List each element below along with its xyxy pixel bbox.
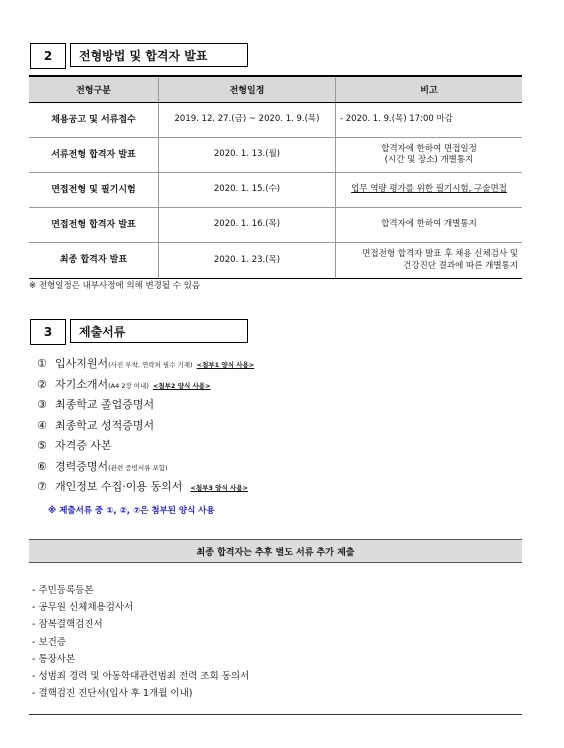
note-line: 합격자에 한하여 개별통지 <box>381 219 477 230</box>
list-item: - 주민등록등본 <box>32 585 94 596</box>
note-line: 합격자에 한하여 면접일정 <box>381 143 477 154</box>
document-name: 경력증명서 <box>55 459 109 473</box>
list-item <box>37 396 254 417</box>
list-item <box>37 376 254 397</box>
document-name: 개인정보 수집·이용 동의서 <box>55 480 183 493</box>
schedule-cell: 2020. 1. 16.(목) <box>159 208 336 243</box>
section-title: 전형방법 및 합격자 발표 <box>70 43 248 67</box>
schedule-cell: 2020. 1. 13.(월) <box>159 138 336 173</box>
note-line: - 2020. 1. 9.(목) 17:00 마감 <box>340 114 453 125</box>
list-item <box>37 417 254 438</box>
required-documents-list <box>37 355 254 499</box>
section-title: 제출서류 <box>70 319 248 343</box>
list-item <box>37 458 254 479</box>
item-number: ③ <box>37 398 47 411</box>
stage-cell: 면접전형 합격자 발표 <box>29 208 159 243</box>
item-number: ⑥ <box>37 459 47 473</box>
section-2-heading <box>30 43 248 69</box>
document-name: 최종학교 성적증명서 <box>55 418 155 432</box>
stage-cell: 최종 합격자 발표 <box>29 243 159 279</box>
final-documents-banner: 최종 합격자는 추후 별도 서류 추가 제출 <box>29 539 522 563</box>
column-header: 전형일정 <box>159 76 336 103</box>
item-number: ④ <box>37 418 47 432</box>
item-number: ① <box>37 357 47 370</box>
item-number: ② <box>37 377 47 391</box>
item-number: ⑦ <box>37 480 47 493</box>
schedule-footnote: ※ 전형일정은 내부사정에 의해 변경될 수 있음 <box>29 281 201 291</box>
column-header: 비고 <box>336 76 523 103</box>
table-row <box>29 208 522 243</box>
column-header: 전형구분 <box>29 76 159 103</box>
note-cell <box>336 173 523 208</box>
table-header-row <box>29 76 522 103</box>
note-line: 업무 역량 평가를 위한 필기시험, 구술면접 <box>351 184 507 195</box>
list-item: - 잠복결핵검진서 <box>32 619 103 631</box>
document-name: 최종학교 졸업증명서 <box>55 398 155 411</box>
table-row <box>29 173 522 208</box>
list-item: - 결핵검진 진단서(입사 후 1개월 이내) <box>32 688 193 700</box>
note-cell <box>336 208 523 243</box>
table-row <box>29 243 522 279</box>
section-number: 3 <box>30 319 66 345</box>
stage-cell: 서류전형 합격자 발표 <box>29 138 159 173</box>
attachment-reference: <첨부1 양식 사용> <box>196 361 255 369</box>
document-name: 자격증 사본 <box>55 439 112 452</box>
document-name: 자기소개서 <box>55 377 109 391</box>
list-item <box>37 437 254 458</box>
document-detail: (관련 증빙서류 포함) <box>108 463 168 472</box>
note-cell <box>336 103 523 138</box>
stage-cell: 채용공고 및 서류접수 <box>29 103 159 138</box>
final-documents-list <box>32 582 249 702</box>
list-item: - 성범죄 경력 및 아동학대관련범죄 전력 조회 동의서 <box>32 670 250 682</box>
table-row <box>29 103 522 138</box>
schedule-table <box>29 75 522 279</box>
document-name: 입사지원서 <box>55 357 109 370</box>
item-number: ⑤ <box>37 439 47 452</box>
stage-cell: 면접전형 및 필기시험 <box>29 173 159 208</box>
schedule-cell: 2020. 1. 15.(수) <box>159 173 336 208</box>
attachment-reference: <첨부2 양식 사용> <box>152 381 211 390</box>
note-cell <box>336 243 523 279</box>
note-line: (시간 및 장소) 개별통지 <box>384 155 474 165</box>
list-item: - 보건증 <box>32 636 66 648</box>
document-detail: (A4 2장 이내) <box>108 381 149 390</box>
list-item <box>37 478 254 499</box>
note-cell <box>336 138 523 173</box>
note-line: 면접전형 합격자 발표 후 채용 신체검사 및 <box>362 249 518 260</box>
list-item: - 통장사본 <box>32 653 76 665</box>
documents-note: ※ 제출서류 중 ①, ②, ⑦은 첨부된 양식 사용 <box>48 506 215 516</box>
list-item <box>37 355 254 376</box>
bottom-divider <box>29 714 522 715</box>
document-detail: (사진 부착, 연락처 필수 기재) <box>108 361 193 369</box>
attachment-reference: <첨부3 양식 사용> <box>190 484 248 492</box>
schedule-cell: 2019. 12. 27.(금) ~ 2020. 1. 9.(목) <box>159 103 336 138</box>
section-number: 2 <box>30 43 66 69</box>
note-line: 건강진단 결과에 따른 개별통지 <box>403 260 518 271</box>
table-row <box>29 138 522 173</box>
list-item: - 공무원 신체채용검사서 <box>32 602 134 614</box>
section-3-heading <box>30 319 248 345</box>
schedule-cell: 2020. 1. 23.(목) <box>159 243 336 279</box>
